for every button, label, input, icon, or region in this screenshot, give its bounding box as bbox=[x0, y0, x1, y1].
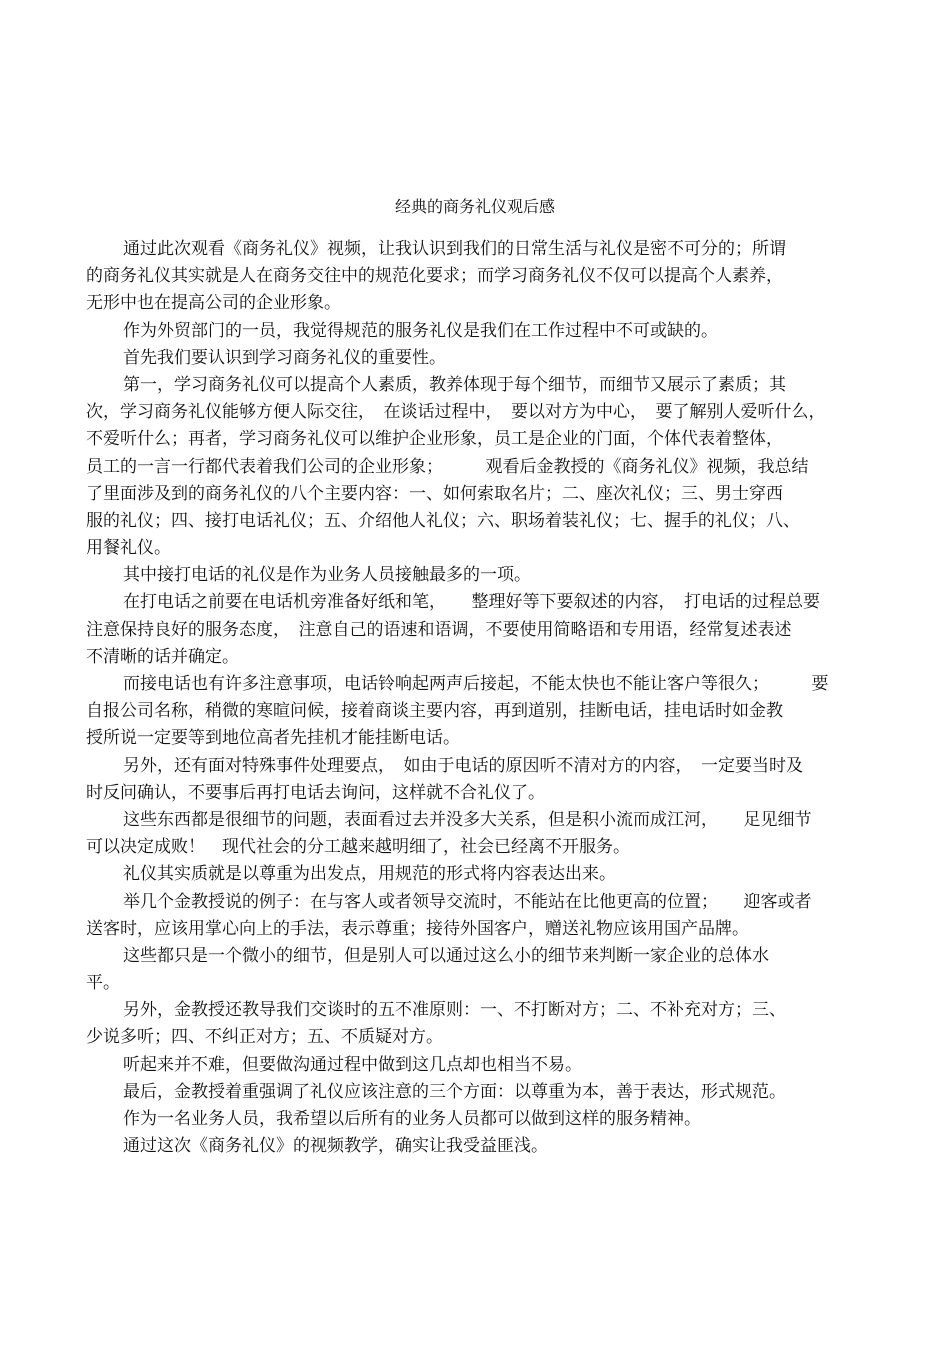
paragraph-line: 员工的一言一行都代表着我们公司的企业形象； 观看后金教授的《商务礼仪》视频，我总结 bbox=[86, 456, 809, 477]
paragraph-line: 可以决定成败！ 现代社会的分工越来越明细了，社会已经离不开服务。 bbox=[86, 837, 630, 858]
paragraph-line: 通过此次观看《商务礼仪》视频，让我认识到我们的日常生活与礼仪是密不可分的；所谓 bbox=[123, 239, 786, 259]
paragraph-line: 听起来并不难，但要做沟通过程中做到这几点却也相当不易。 bbox=[123, 1054, 582, 1075]
paragraph-line: 作为外贸部门的一员，我觉得规范的服务礼仪是我们在工作过程中不可或缺的。 bbox=[123, 320, 718, 341]
paragraph-line: 自报公司名称，稍微的寒暄问候，接着商谈主要内容，再到道别，挂断电话，挂电话时如金教 bbox=[86, 701, 783, 722]
paragraph-line: 首先我们要认识到学习商务礼仪的重要性。 bbox=[123, 347, 446, 368]
paragraph-line: 服的礼仪；四、接打电话礼仪；五、介绍他人礼仪；六、职场着装礼仪；七、握手的礼仪；八、 bbox=[86, 510, 800, 531]
paragraph-line: 另外，还有面对特殊事件处理要点， 如由于电话的原因听不清对方的内容， 一定要当时及 bbox=[123, 755, 803, 776]
paragraph-line: 最后，金教授着重强调了礼仪应该注意的三个方面：以尊重为本，善于表达，形式规范。 bbox=[123, 1081, 786, 1102]
paragraph-line: 授所说一定要等到地位高者先挂机才能挂断电话。 bbox=[86, 728, 460, 749]
paragraph-line: 用餐礼仪。 bbox=[86, 538, 171, 559]
paragraph-line: 作为一名业务人员，我希望以后所有的业务人员都可以做到这样的服务精神。 bbox=[123, 1109, 701, 1129]
paragraph-line: 礼仪其实质就是以尊重为出发点，用规范的形式将内容表达出来。 bbox=[123, 864, 616, 885]
paragraph-line: 第一，学习商务礼仪可以提高个人素质，教养体现于每个细节，而细节又展示了素质；其 bbox=[123, 374, 786, 395]
paragraph-line: 送客时，应该用掌心向上的手法，表示尊重；接待外国客户，赠送礼物应该用国产品牌。 bbox=[86, 918, 749, 939]
paragraph-line: 另外，金教授还教导我们交谈时的五不准原则：一、不打断对方；二、不补充对方；三、 bbox=[123, 1000, 786, 1021]
paragraph-line: 的商务礼仪其实就是人在商务交往中的规范化要求；而学习商务礼仪不仅可以提高个人素养， bbox=[86, 266, 783, 287]
paragraph-line: 平。 bbox=[86, 973, 120, 994]
paragraph-line: 在打电话之前要在电话机旁准备好纸和笔， 整理好等下要叙述的内容， 打电话的过程总要 bbox=[123, 592, 820, 613]
paragraph-line: 少说多听；四、不纠正对方；五、不质疑对方。 bbox=[86, 1027, 443, 1048]
paragraph-line: 不清晰的话并确定。 bbox=[86, 646, 239, 667]
paragraph-line: 举几个金教授说的例子：在与客人或者领导交流时，不能站在比他更高的位置； 迎客或者 bbox=[123, 891, 812, 912]
paragraph-line: 这些都只是一个微小的细节，但是别人可以通过这么小的细节来判断一家企业的总体水 bbox=[123, 945, 769, 966]
paragraph-line: 无形中也在提高公司的企业形象。 bbox=[86, 293, 341, 314]
paragraph-line: 这些东西都是很细节的问题，表面看过去并没多大关系，但是积小流而成江河， 足见细节 bbox=[123, 809, 812, 830]
paragraph-line: 其中接打电话的礼仪是作为业务人员接触最多的一项。 bbox=[123, 565, 531, 586]
paragraph-line: 不爱听什么；再者，学习商务礼仪可以维护企业形象，员工是企业的门面，个体代表着整体， bbox=[86, 429, 783, 450]
paragraph-line: 了里面涉及到的商务礼仪的八个主要内容：一、如何索取名片；二、座次礼仪；三、男士穿西 bbox=[86, 483, 783, 504]
document-body bbox=[0, 236, 950, 1160]
paragraph-line: 时反问确认，不要事后再打电话去询问，这样就不合礼仪了。 bbox=[86, 782, 545, 803]
paragraph-line: 而接电话也有许多注意事项，电话铃响起两声后接起，不能太快也不能让客户等很久； 要 bbox=[123, 674, 829, 694]
paragraph-line: 次，学习商务礼仪能够方便人际交往， 在谈话过程中， 要以对方为中心， 要了解别人爱听什么， bbox=[86, 402, 826, 423]
paragraph-line: 注意保持良好的服务态度， 注意自己的语速和语调，不要使用简略语和专用语，经常复述表述 bbox=[86, 619, 792, 640]
paragraph-line: 通过这次《商务礼仪》的视频教学，确实让我受益匪浅。 bbox=[123, 1136, 548, 1157]
document-title: 经典的商务礼仪观后感 bbox=[394, 197, 555, 216]
